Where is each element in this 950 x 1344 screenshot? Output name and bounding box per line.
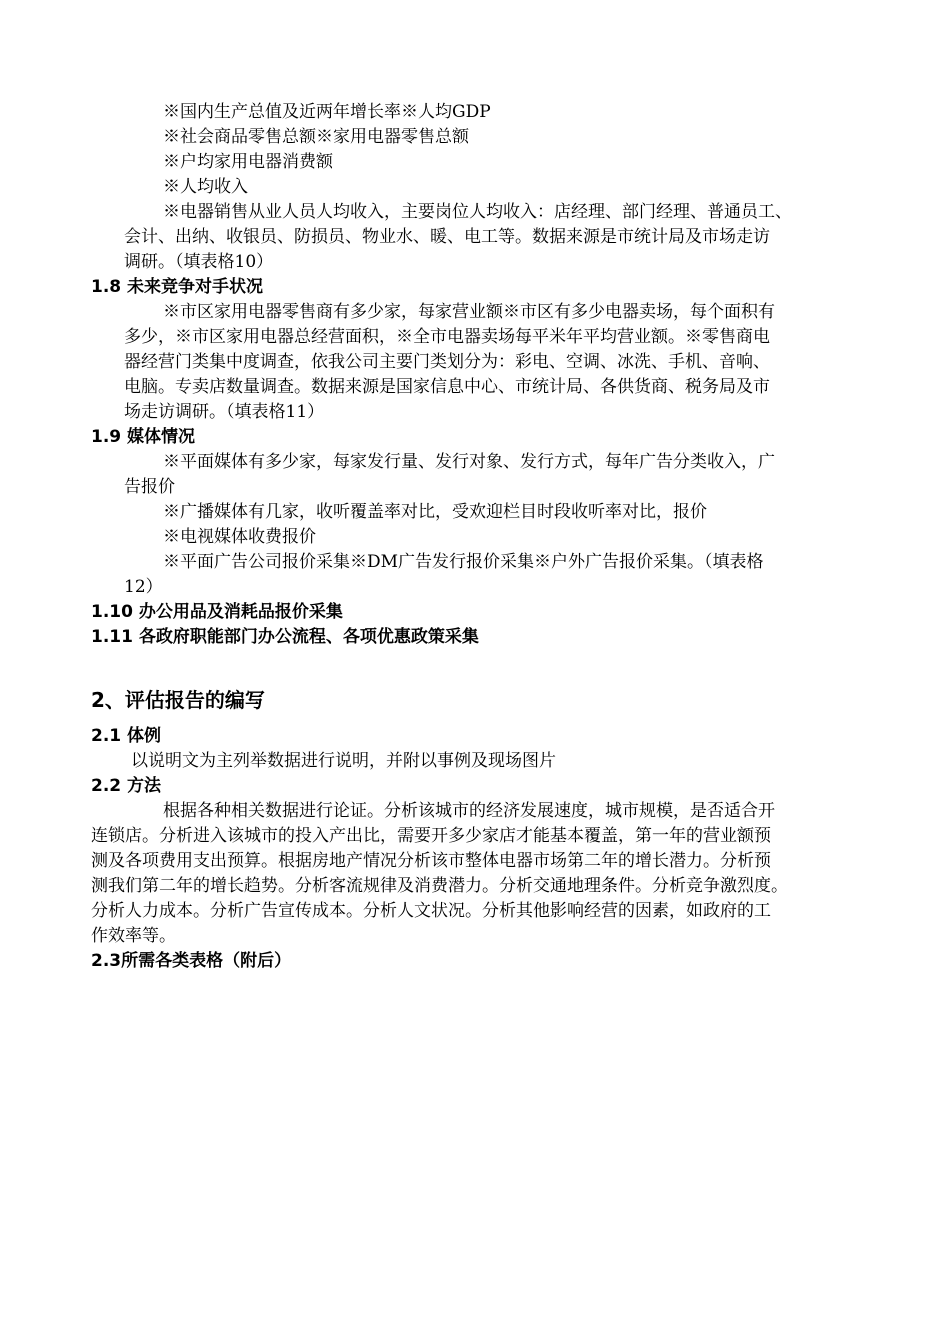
section-2-title: 2、评估报告的编写 xyxy=(91,688,265,712)
competitors-line-1: ※市区家用电器零售商有多少家，每家营业额※市区有多少电器卖场，每个面积有 xyxy=(163,302,775,322)
media-line-2: 告报价 xyxy=(124,477,175,497)
indicator-retail-sales: ※社会商品零售总额※家用电器零售总额 xyxy=(163,127,469,147)
competitors-line-3: 器经营门类集中度调查，依我公司主要门类划分为：彩电、空调、冰洗、手机、音响、 xyxy=(124,352,770,372)
media-line-6: 12） xyxy=(124,577,163,597)
heading-2-1: 2.1 体例 xyxy=(91,726,162,746)
method-line-2: 连锁店。分析进入该城市的投入产出比，需要开多少家店才能基本覆盖，第一年的营业额预 xyxy=(91,826,771,846)
heading-2-3: 2.3所需各类表格（附后） xyxy=(91,951,292,971)
heading-1-10: 1.10 办公用品及消耗品报价采集 xyxy=(91,602,343,622)
competitors-line-2: 多少，※市区家用电器总经营面积，※全市电器卖场每平米年平均营业额。※零售商电 xyxy=(124,327,770,347)
indicator-income: ※人均收入 xyxy=(163,177,248,197)
heading-1-9: 1.9 媒体情况 xyxy=(91,427,196,447)
heading-2-2: 2.2 方法 xyxy=(91,776,162,796)
style-text: 以说明文为主列举数据进行说明，并附以事例及现场图片 xyxy=(131,751,556,771)
indicator-gdp: ※国内生产总值及近两年增长率※人均GDP xyxy=(163,102,491,122)
method-line-4: 测我们第二年的增长趋势。分析客流规律及消费潜力。分析交通地理条件。分析竞争激烈度。 xyxy=(91,876,788,896)
heading-1-11: 1.11 各政府职能部门办公流程、各项优惠政策采集 xyxy=(91,627,479,647)
employee-income-line-2: 会计、出纳、收银员、防损员、物业水、暖、电工等。数据来源是市统计局及市场走访 xyxy=(124,227,770,247)
method-line-3: 测及各项费用支出预算。根据房地产情况分析该市整体电器市场第二年的增长潜力。分析预 xyxy=(91,851,771,871)
employee-income-line-3: 调研。（填表格10） xyxy=(124,252,274,272)
competitors-line-4: 电脑。专卖店数量调查。数据来源是国家信息中心、市统计局、各供货商、税务局及市 xyxy=(124,377,770,397)
method-line-1: 根据各种相关数据进行论证。分析该城市的经济发展速度，城市规模，是否适合开 xyxy=(163,801,775,821)
media-line-5: ※平面广告公司报价采集※DM广告发行报价采集※户外广告报价采集。（填表格 xyxy=(163,552,764,572)
media-line-4: ※电视媒体收费报价 xyxy=(163,527,316,547)
media-line-1: ※平面媒体有多少家，每家发行量、发行对象、发行方式，每年广告分类收入，广 xyxy=(163,452,775,472)
method-line-6: 作效率等。 xyxy=(91,926,176,946)
heading-1-8: 1.8 未来竞争对手状况 xyxy=(91,277,264,297)
employee-income-line-1: ※电器销售从业人员人均收入，主要岗位人均收入：店经理、部门经理、普通员工、 xyxy=(163,202,792,222)
indicator-household-consumption: ※户均家用电器消费额 xyxy=(163,152,333,172)
method-line-5: 分析人力成本。分析广告宣传成本。分析人文状况。分析其他影响经营的因素，如政府的工 xyxy=(91,901,771,921)
competitors-line-5: 场走访调研。（填表格11） xyxy=(124,402,325,422)
media-line-3: ※广播媒体有几家，收听覆盖率对比，受欢迎栏目时段收听率对比，报价 xyxy=(163,502,707,522)
